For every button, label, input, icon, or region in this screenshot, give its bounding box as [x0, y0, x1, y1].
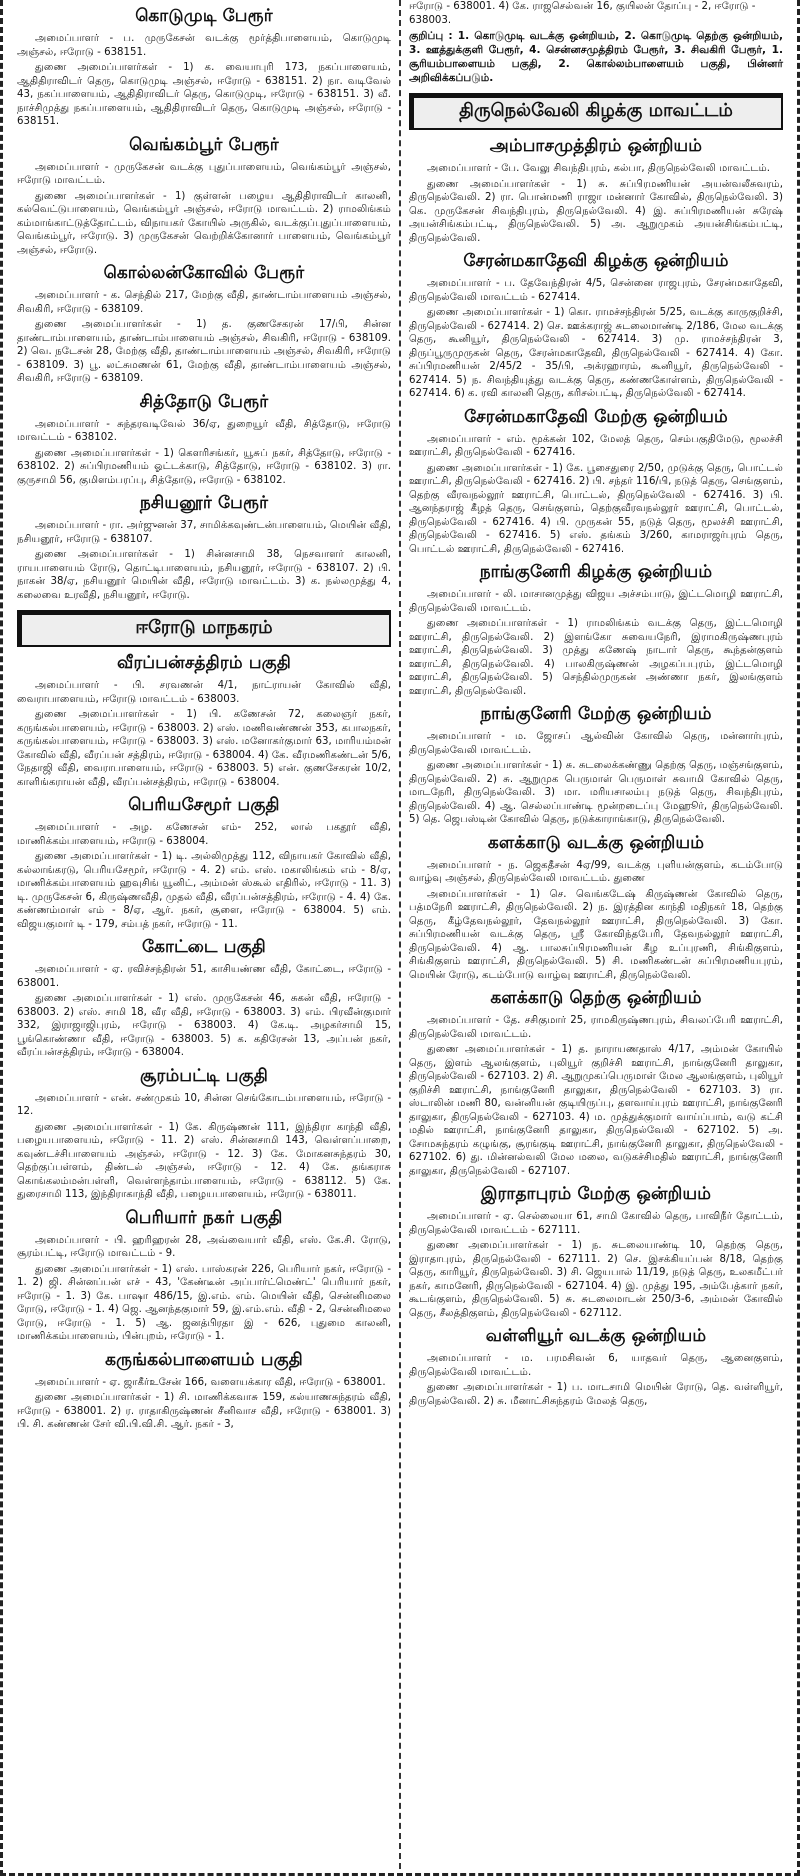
- section-left-1: [17, 135, 391, 258]
- organizer-text: அமைப்பாளர் - ப. தேவேந்திரன் 4/5, சென்னை ராஜபுரம், சேரன்மகாதேவி, திருநெல்வேலி மாவட்டம் - 627414.: [409, 278, 783, 303]
- deputy-organizers-text: துணை அமைப்பாளர்கள் - 1) சு. சுப்பிரமணியன் அயன்வலீசுவரம், திருநெல்வேலி. 2) ரா. பொன்மணி ராஜா மன்னார் கோவில், திருநெல்வேலி. 3) கெ. முருகேசன் சிவந்திபுரம், திருநெல்வேலி. 4) இ. சுப்பிரமணியன் சுரேஷ் அயன்சிங்கம்பட்டி, திருநெல்வேலி. 5) அ. ஆறுமுகம் அயன்சிங்கம்பட்டி, திருநெல்வேலி.: [409, 178, 783, 244]
- section-left2-1: [17, 795, 391, 931]
- deputy-organizers-text: துணை அமைப்பாளர்கள் - 1) எஸ். பாஸ்கரன் 226, பெரியார் நகர், ஈரோடு - 1. 2) ஜி. சின்னப்பன் எச் - 43, 'கேண்டீன் அப்பார்ட்மெண்ட்' பெரியார் நகர், ஈரோடு - 1. 3) கே. பாஷா 486/15, இ.எம். எம். மெயின் வீதி, சென்னிமலை ரோடு, ஈரோடு - 1. 4) ஜெ. ஆனந்தகுமார் 59, இ.எம்.எம். வீதி - 2, சென்னிமலை ரோடு, ஈரோடு - 1. 5) ஆ. ஜனத்பிரதா இ - 626, புதுமை காலனி, மாணிக்கம்பாளையம், பின்புறம், ஈரோடு - 1.: [17, 1263, 391, 1342]
- section-title: சேரன்மகாதேவி கிழக்கு ஒன்றியம்: [463, 251, 729, 271]
- deputy-organizers-text: துணை அமைப்பாளர்கள் - 1) கே. பூசைதுரை 2/50, முடுக்கு தெரு, பொட்டல் ஊராட்சி, திருநெல்வேலி - 627416. 2) பி. சந்தர் 116/பி, நடுத் தெரு, செங்குளம், தெற்கு வீரவநல்லூர் ஊராட்சி, பொட்டல், திருநெல்வேலி - 627416. 3) பி. ஆனந்தராஜ் கீழத் தெரு, செங்குளம், தெற்குவீரவநல்லூர் ஊராட்சி, பொட்டல், திருநெல்வேலி - 627416. 4) பி. முருகன் 55, நடுத் தெரு, மூலச்சி ஊராட்சி, திருநெல்வேலி - 627416. 5) எஸ். தங்கம் 3/260, காமராஜர்புரம் தெரு, பொட்டல் ஊராட்சி, திருநெல்வேலி - 627416.: [409, 462, 783, 555]
- deputy-organizers-text: துணை அமைப்பாளர்கள் - 1) எஸ். முருகேசன் 46, சுகன் வீதி, ஈரோடு - 638003. 2) எஸ். சாமி 18, வீர வீதி, ஈரோடு - 638003. 3) எம். பிரவீன்குமார் 332, இராஜாஜிபுரம், ஈரோடு - 638003. 4) கே.டி. அழகர்சாமி 15, பூங்கொண்ணா வீதி, ஈரோடு - 638003. 5) க. கதிரேசன் 13, அப்பன் நகர், வீரப்பன்சத்திரம், ஈரோடு - 638004.: [17, 993, 391, 1058]
- deputy-organizers-text: துணை அமைப்பாளர்கள் - 1) த. குணசேகரன் 17/பி, சின்ன தாண்டாம்பாளையம், தாண்டாம்பாளையம் அஞ்சல், சிவகிரி, ஈரோடு - 638109. 2) வெ. நடேசன் 28, மேற்கு வீதி, தாண்டாம்பாளையம் அஞ்சல், சிவகிரி, ஈரோடு - 638109. 3) பூ. லட்சுமணன் 61, மேற்கு வீதி, தாண்டாம்பாளையம் அஞ்சல், சிவகிரி, ஈரோடு - 638109.: [17, 319, 391, 384]
- section-right-5: [409, 833, 783, 983]
- section-right-6: [409, 988, 783, 1178]
- section-title: இராதாபுரம் மேற்கு ஒன்றியம்: [480, 1184, 712, 1204]
- section-title: கோட்டை பகுதி: [142, 937, 266, 957]
- section-title: களக்காடு தெற்கு ஒன்றியம்: [490, 988, 702, 1008]
- organizer-text: அமைப்பாளர் - க. செந்தில் 217, மேற்கு வீதி, தாண்டாம்பாளையம் அஞ்சல், சிவகிரி, ஈரோடு - 638109.: [17, 290, 391, 315]
- organizer-text: அமைப்பாளர் - முருகேசன் வடக்கு புதுப்பாளையம், வெங்கம்பூர் அஞ்சல், ஈரோடு மாவட்டம்.: [17, 161, 391, 186]
- deputy-organizers-text: துணை அமைப்பாளர்கள் - 1) குள்ளன் பழைய ஆதிதிராவிடர் காலனி, கல்வெட்டுபாளையம், வெங்கம்பூர் அஞ்சல், ஈரோடு மாவட்டம். 2) ராமலிங்கம் கம்மாங்காட்டுத்தோட்டம், விநாயகர் கோயில் அருகில், வடக்குப்புதுப்பாளையம், வெங்கம்பூர், ஈரோடு. 3) முருகேசன் வெற்றிக்கோனார் பாளையம், வெங்கம்பூர் அஞ்சல், ஈரோடு.: [17, 190, 391, 256]
- section-left-2: [17, 263, 391, 386]
- deputy-organizers-text: துணை அமைப்பாளர்கள் - 1) க. வையாபுரி 173, நகப்பாளையம், ஆதிதிராவிடர் தெரு, கொடுமுடி அஞ்சல், ஈரோடு - 638151. 2) நா. வடிவேல் 43, நகப்பாளையம், ஆதிதிராவிடர் தெரு, கொடுமுடி, ஈரோடு - 638151. 3) வீ. நாச்சிமுத்து நகப்பாளையம், ஆதிதிராவிடர் தெரு, கொடுமுடி அஞ்சல், ஈரோடு - 638151.: [17, 62, 391, 127]
- deputy-organizers-text: துணை அமைப்பாளர்கள் - 1) கௌரிசங்கர், யூசுப் நகர், சித்தோடு, ஈரோடு - 638102. 2) சுப்பிரமணியம் ஓட்டக்காடு, சித்தோடு, ஈரோடு - 638102. 3) ரா. குருசாமி 56, குமிளம்பரப்பு, சித்தோடு, ஈரோடு - 638102.: [17, 447, 391, 486]
- section-title: வெங்கம்பூர் பேரூர்: [129, 134, 279, 155]
- section-title: வள்ளியூர் வடக்கு ஒன்றியம்: [485, 1326, 707, 1346]
- deputy-organizers-text: அமைப்பாளர்கள் - 1) செ. வெங்கடேஷ் கிருஷ்ணன் கோவில் தெரு, பத்மநேரி ஊராட்சி, திருநெல்வேலி. 2) ந. இரத்தின காந்தி மதிநகர் 18, தெற்கு தெரு, கீழ்தேவநல்லூர், தேவநல்லூர் ஊராட்சி, திருநெல்வேலி. 3) கோ. சுப்பிரமணியன் வடக்கு தெரு, ஸ்ரீ கோவிந்தபேரி, தேவநல்லூர் ஊராட்சி, திருநெல்வேலி. 4) ஆ. பாலசுப்பிரமணியன் கீழ உப்புரணி, சிங்கிகுளம், சிங்கிகுளம் ஊராட்சி, திருநெல்வேலி. 5) சி. மணிகண்டன் சுப்பிரமணியபுரம், மெயின் ரோடு, கடம்போடு வாழ்வு ஊராட்சி, திருநெல்வேலி.: [409, 888, 783, 981]
- organizer-text: அமைப்பாளர் - ம. பரமசிவன் 6, யாதவர் தெரு, ஆனைகுளம், திருநெல்வேலி மாவட்டம்.: [409, 1353, 783, 1378]
- section-left-3: [17, 392, 391, 488]
- organizer-text: அமைப்பாளர் - ஏ. செல்லையா 61, சாமி கோவில் தெரு, பாவிநீர் தோட்டம், திருநெல்வேலி மாவட்டம் - 627111.: [409, 1211, 783, 1236]
- section-title: நசியனூர் பேரூர்: [139, 493, 269, 513]
- section-title: கருங்கல்பாளையம் பகுதி: [105, 1349, 303, 1370]
- banner-tirunelveli-east: திருநெல்வேலி கிழக்கு மாவட்டம்: [409, 93, 783, 130]
- section-title: வீரப்பன்சத்திரம் பகுதி: [116, 653, 292, 673]
- continued-text: ஈரோடு - 638001. 4) கே. ராஜசெல்வன் 16, குயிலன் தோப்பு - 2, ஈரோடு - 638003.: [409, 1, 756, 26]
- section-title: சேரன்மகாதேவி மேற்கு ஒன்றியம்: [464, 406, 728, 427]
- section-title: களக்காடு வடக்கு ஒன்றியம்: [487, 832, 705, 853]
- deputy-organizers-text: துணை அமைப்பாளர்கள் - 1) சி. மாணிக்கவாசு 159, கல்யாணசுந்தரம் வீதி, ஈரோடு - 638001. 2) ர. ராதாகிருஷ்ணன் சீனிவாச வீதி, ஈரோடு - 638001. 3) பி. சி. கண்ணன் சேர் வி.பி.வி.சி. ஆர். நகர் - 3,: [17, 1392, 391, 1430]
- section-title: சித்தோடு பேரூர்: [139, 391, 269, 412]
- organizer-text: அமைப்பாளர் - என். சண்முகம் 10, சின்ன செங்கோடம்பாளையம், ஈரோடு - 12.: [17, 1092, 391, 1117]
- organizer-text: அமைப்பாளர் - தே. சசிகுமார் 25, ராமகிருஷ்ணபுரம், சிவலப்பேரி ஊராட்சி, திருநெல்வேலி மாவட்டம்.: [409, 1015, 783, 1040]
- section-title: கொல்லன்கோவில் பேரூர்: [103, 263, 305, 283]
- section-left2-3: [17, 1066, 391, 1202]
- section-right-1: [409, 251, 783, 401]
- organizer-text: அமைப்பாளர் - லி. மாசானமுத்து விஜய அச்சம்பாடு, இட்டமொழி ஊராட்சி, திருநெல்வேலி மாவட்டம்.: [409, 589, 783, 614]
- section-left2-4: [17, 1208, 391, 1344]
- section-title: பெரியசேமூர் பகுதி: [128, 795, 280, 815]
- section-title: நாங்குனேரி மேற்கு ஒன்றியம்: [480, 704, 712, 724]
- section-right-7: [409, 1184, 783, 1320]
- section-right-4: [409, 704, 783, 827]
- section-left2-2: [17, 937, 391, 1060]
- deputy-organizers-text: துணை அமைப்பாளர்கள் - 1) த. நாராயணதாஸ் 4/17, அம்மன் கோயில் தெரு, இளம் ஆலங்குளம், புலியூர் குறிச்சி ஊராட்சி, நாங்குனேரி தாலுகா, திருநெல்வேலி - 627103. 2) சி. ஆறுமுகப்பெருமாள் மேல ஆலங்குளம், புலியூர் குறிச்சி ஊராட்சி, நாங்குனேரி தாலுகா, திருநெல்வேலி - 627103. 3) ரா. ஸ்டாலின் மணி 80, வன்னியன் குடியிருப்பு, தளவாய்புரம் ஊராட்சி, நாங்குனேரி தாலுகா, திருநெல்வேலி - 627103. 4) ம. முத்துக்குமார் வாய்ப்பாம், வடு கட்சி மதில் ஊராட்சி, நாங்குனேரி தாலுகா, திருநெல்வேலி - 627102. 5) அ. சோமசுந்தரம் கழுங்கு, சூரங்குடி ஊராட்சி, நாங்குனேரி தாலுகா, திருநெல்வேலி - 627102. 6) து. மின்னல்வலி மேல மலை, வடுகச்சிமதில் ஊராட்சி, நாங்குனேரி தாலுகா, திருநெல்வேலி - 627107.: [409, 1044, 783, 1177]
- deputy-organizers-text: துணை அமைப்பாளர்கள் - 1) சின்னசாமி 38, நெசவாளர் காலனி, ராயபாளையம் ரோடு, தொட்டிபாளையம், நசியனூர், ஈரோடு - 638107. 2) பி. நாகன் 38/ஏ, நசியனூர் மெயின் வீதி, ஈரோடு மாவட்டம். 3) க. நல்லமுத்து 4, கலைவை உரவீதி, நசியனூர், ஈரோடு.: [17, 549, 391, 601]
- section-title: சூரம்பட்டி பகுதி: [140, 1065, 268, 1086]
- deputy-organizers-text: துணை அமைப்பாளர்கள் - 1) பி. கணேசன் 72, கலைஞர் நகர், கருங்கல்பாளையம், ஈரோடு - 638003. 2) எஸ். மணிவண்ணன் 353, கபாலநகர், கருங்கல்பாளையம், ஈரோடு - 638003. 3) எஸ். மனோகர்குமார் 63, மாரியம்மன் கோவில் வீதி, வீரப்பன் சத்திரம், ஈரோடு - 638004. 4) கே. வீரமணிகண்டன் 5/6, நேதாஜி வீதி, வைராபாளையம், ஈரோடு - 638003. 5) என். குணசேகரன் 10/2, காளிங்கராயன் வீதி, வீரப்பன்சத்திரம், ஈரோடு - 638004.: [17, 709, 391, 788]
- section-left2-5: [17, 1350, 391, 1432]
- deputy-organizers-text: துணை அமைப்பாளர்கள் - 1) ராமலிங்கம் வடக்கு தெரு, இட்டமொழி ஊராட்சி, திருநெல்வேலி. 2) இளங்கோ சுவையநேரி, இராமகிருஷ்ணபுரம் ஊராட்சி, திருநெல்வேலி. 3) முத்து கணேஷ் நாடார் தெரு, கூந்தன்குளம் ஊராட்சி, திருநெல்வேலி. 4) பாலகிருஷ்ணன் அழகப்பபுரம், இட்டமொழி ஊராட்சி, திருநெல்வேலி. 5) செந்தில்முருகன் அண்ணா நகர், இலங்குளம் ஊராட்சி, திருநெல்வேலி.: [409, 618, 783, 697]
- organizer-text: அமைப்பாளர் - பே. வேலு சிவந்திபுரம், கல்பா, திருநெல்வேலி மாவட்டம்.: [427, 163, 771, 174]
- deputy-organizers-text: துணை அமைப்பாளர்கள் - 1) ந. சுடலையாண்டி 10, தெற்கு தெரு, இராதாபுரம், திருநெல்வேலி - 627111. 2) செ. இசக்கியப்பன் 8/18, தெற்கு தெரு, காரியூர், திருநெல்வேலி. 3) சி. ஜெயபால் 11/19, நடுத் தெரு, உலகமீட்பர் நகர், காமனேரி, திருநெல்வேலி - 627104. 4) இ. முத்து 195, அம்பேத்கார் நகர், கூடங்குளம், திருநெல்வேலி. 5) சு. சுடலைமாடன் 250/3-6, அம்மன் கோவில் தெரு, சீலத்திகுளம், திருநெல்வேலி - 627112.: [409, 1240, 783, 1319]
- note-paragraph: குறிப்பு : 1. கொடுமுடி வடக்கு ஒன்றியம், 2. கொடுமுடி தெற்கு ஒன்றியம், 3. ஊத்துக்குளி பேரூர், 4. சென்னசமுத்திரம் பேரூர், 3. சிவகிரி பேரூர், 1. சூரியம்பாளையம் பகுதி, 2. கொல்லம்பாளையம் பகுதி, பின்னர் அறிவிக்கப்படும்.: [409, 30, 783, 84]
- organizer-text: அமைப்பாளர் - ஏ. ரவிச்சந்திரன் 51, காசியண்ண வீதி, கோட்டை, ஈரோடு - 638001.: [17, 964, 391, 989]
- organizer-text: அமைப்பாளர் - எம். மூக்கன் 102, மேலத் தெரு, செம்பகுதிமேடு, மூலச்சி ஊராட்சி, திருநெல்வேலி - 627416.: [409, 433, 783, 458]
- organizer-text: அமைப்பாளர் - ந. ஜெகதீசன் 4ஏ/99, வடக்கு புளியன்குளம், கடம்போடு வாழ்வு அஞ்சல், திருநெல்வேலி மாவட்டம். துணை: [409, 859, 783, 884]
- section-right-0: [409, 136, 783, 245]
- organizer-text: அமைப்பாளர் - ப. முருகேசன் வடக்கு மூர்த்திபாளையம், கொடுமுடி அஞ்சல், ஈரோடு - 638151.: [17, 33, 391, 58]
- section-right-8: [409, 1326, 783, 1408]
- section-left-4: [17, 493, 391, 602]
- section-title: கொடுமுடி பேரூர்: [135, 6, 273, 26]
- deputy-organizers-text: துணை அமைப்பாளர்கள் - 1) டி. அல்லிமுத்து 112, விநாயகர் கோவில் வீதி, கல்லாங்கரடு, பெரியசேமூர், ஈரோடு - 4. 2) எம். எஸ். மகாலிங்கம் எம் - 8/ஏ, மாணிக்கம்பாளையம் ஹவுசிங் யூனிட், அம்மன் ஸ்கூல் எதிரில், ஈரோடு - 11. 3) டி. முருகேசன் 6, கிருஷ்ணவீதி, முதல் வீதி, வீரப்பன்சத்திரம், ஈரோடு - 4. 4) கே. கண்ணம்மாள் எம் - 8/ஏ, ஆர். நகர், சூளை, ஈரோடு - 638004. 5) எம். விஜயகுமார் டி - 179, சம்பத் நகர், ஈரோடு - 11.: [17, 851, 391, 930]
- organizer-text: அமைப்பாளர் - அழ. கணேசன் எம்- 252, லால் பகதூர் வீதி, மாணிக்கம்பாளையம், ஈரோடு - 638004.: [17, 822, 391, 847]
- organizer-text: அமைப்பாளர் - ரா. அர்ஜுனன் 37, சாமிக்கவுண்டன்பாளையம், மெயின் வீதி, நசியனூர், ஈரோடு - 638107.: [17, 520, 391, 545]
- section-left-0: [17, 6, 391, 129]
- banner-erode-city: ஈரோடு மாநகரம்: [17, 610, 391, 647]
- section-title: அம்பாசமுத்திரம் ஒன்றியம்: [489, 136, 703, 156]
- section-title: பெரியார் நகர் பகுதி: [125, 1207, 283, 1228]
- deputy-organizers-text: துணை அமைப்பாளர்கள் - 1) கே. கிருஷ்ணன் 111, இந்திரா காந்தி வீதி, பழையபாளையம், ஈரோடு - 11. 2) எஸ். சின்னசாமி 143, வெள்ளப்பாறை, கவுண்டச்சிபாளையம் அஞ்சல், ஈரோடு - 12. 3) கே. மோகனசுந்தரம் 30, தெற்குப்பள்ளம், திண்டல் அஞ்சல், ஈரோடு - 12. 4) கே. தங்கராசு கொங்கலம்மன்பள்ளி, வெள்ளந்தாம்பாளையம், ஈரோடு - 638112. 5) கே. துரைசாமி 113, இந்திராகாந்தி வீதி, பழையபாளையம், ஈரோடு - 638011.: [17, 1121, 391, 1200]
- deputy-organizers-text: துணை அமைப்பாளர்கள் - 1) கொ. ராமச்சந்திரன் 5/25, வடக்கு காருகுறிச்சி, திருநெல்வேலி - 627414. 2) செ. ஊக்கராஜ் சுடலைமாண்டி 2/186, மேல வடக்கு தெரு, கூனியூர், திருநெல்வேலி - 627414. 3) மு. ராமச்சந்திரன் 3, திருப்பூருமுருகன் தெரு, சேரன்மகாதேவி, திருநெல்வேலி - 627414. 4) கோ. சுப்பிரமணியன் 2/45/2 - 35/பி, அக்ரஹாரம், கூனியூர், திருநெல்வேலி - 627414. 5) ந. சிவந்தியுத்து வடக்கு தெரு, கண்ணகோள்ளம், திருநெல்வேலி - 627414. 6) க. ரவி காலனி தெரு, கரிசல்பட்டி, திருநெல்வேலி - 627414.: [409, 307, 783, 399]
- organizer-text: அமைப்பாளர் - ஏ. ஜாகீர்உசேன் 166, வளையக்கார வீதி, ஈரோடு - 638001.: [35, 1376, 386, 1388]
- organizer-text: அமைப்பாளர் - பி. ஹரிஹரன் 28, அவ்வையார் வீதி, எஸ். கே.சி. ரோடு, சூரம்பட்டி, ஈரோடு மாவட்டம் - 9.: [17, 1234, 391, 1259]
- section-right-2: [409, 407, 783, 557]
- organizer-text: அமைப்பாளர் - ம. ஜோசப் ஆல்வின் கோவில் தெரு, மன்னார்புரம், திருநெல்வேலி மாவட்டம்.: [409, 731, 783, 756]
- deputy-organizers-text: துணை அமைப்பாளர்கள் - 1) ப. மாடசாமி மெயின் ரோடு, தெ. வள்ளியூர், திருநெல்வேலி. 2) சு. மீனாட்சிசுந்தரம் மேலத் தெரு,: [409, 1382, 783, 1407]
- deputy-organizers-text: துணை அமைப்பாளர்கள் - 1) சு. சுடலைக்கண்ணு தெற்கு தெரு, மஞ்சங்குளம், திருநெல்வேலி. 2) சு. ஆறுமுக பெருமாள் பெருமாள் சுவாமி கோவில் தெரு, மாடநேரி, திருநெல்வேலி. 3) மா. மரியசாலம்பு நடுத் தெரு, சிவந்திபுரம், திருநெல்வேலி. 4) ஆ. செல்லப்பாண்டி மூன்றடைப்பு மேஹூர், திருநெல்வேலி. 5) தெ. ஜெபஸ்டின் கோவில் தெரு, நடுக்காராங்காடு, திருநெல்வேலி.: [409, 760, 783, 825]
- organizer-text: அமைப்பாளர் - சுந்தரவடிவேல் 36/ஏ, துறையூர் வீதி, சித்தோடு, ஈரோடு மாவட்டம் - 638102.: [17, 418, 391, 443]
- section-left2-0: [17, 653, 391, 789]
- right-column: [401, 0, 791, 1869]
- organizer-text: அமைப்பாளர் - பி. சரவணன் 4/1, நாட்ராயன் கோவில் வீதி, வைராபாளையம், ஈரோடு மாவட்டம் - 638003.: [17, 680, 391, 705]
- left-column: [9, 0, 401, 1869]
- section-right-3: [409, 562, 783, 698]
- section-title: நாங்குனேரி கிழக்கு ஒன்றியம்: [479, 562, 713, 582]
